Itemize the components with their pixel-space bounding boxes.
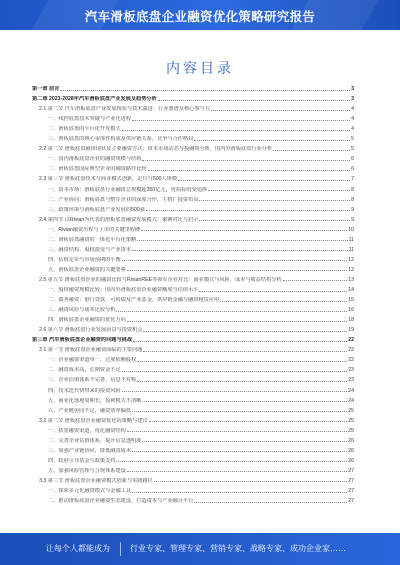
- toc-entry[interactable]: [32, 215, 354, 223]
- toc-entry-title: 一、线控底盘技术突破与产业化进程: [48, 116, 132, 123]
- toc-leader-dots: [127, 270, 347, 271]
- toc-entry[interactable]: [32, 406, 354, 414]
- toc-entry[interactable]: [32, 386, 354, 394]
- toc-leader-dots: [199, 291, 347, 292]
- toc-leader-dots: [146, 210, 350, 211]
- toc-leader-dots: [283, 280, 348, 281]
- toc-entry-title: 2.1 第二节 汽车滑板底盘产业发展现状与技术演进：行业图谱及核心参与方: [39, 106, 210, 113]
- toc-leader-dots: [127, 321, 347, 322]
- toc-entry-title: 一、探索多元化融资模式与金融工具: [48, 488, 132, 494]
- toc-leader-dots: [127, 431, 347, 432]
- toc-entry[interactable]: [32, 124, 354, 132]
- toc-entry[interactable]: [32, 185, 354, 193]
- toc-entry[interactable]: [32, 466, 354, 474]
- toc-entry-title: 二、滑板底盘的平台化开发模式: [48, 126, 121, 133]
- toc-leader-dots: [133, 341, 347, 342]
- toc-entry-page: 23: [348, 377, 354, 384]
- toc-leader-dots: [137, 240, 347, 241]
- toc-entry[interactable]: [32, 295, 354, 303]
- toc-leader-dots: [142, 441, 347, 442]
- toc-entry[interactable]: [32, 285, 354, 293]
- toc-entry-page: 3: [351, 86, 354, 92]
- toc-entry[interactable]: [32, 305, 354, 313]
- toc-entry-title: 二、融资成本高，长期资金不足: [48, 367, 121, 374]
- toc-entry-title: 2.6 第六节 滑板底盘行业发展前景与投资机会: [39, 327, 143, 334]
- toc-entry-page: 4: [351, 116, 354, 123]
- toc-entry-title: 3.1 第一节 滑板底盘企业融资面临的主要问题: [39, 347, 143, 354]
- toc-entry[interactable]: [32, 134, 354, 142]
- toc-entry-title: 2.5 第五节 滑板底盘企业的融资比较与RivianREE等领军企业对比：商业模式与风险、成本与收益结构分析: [39, 276, 282, 283]
- toc-entry-page: 5: [351, 146, 354, 153]
- toc-entry-title: 二、滑板底盘融资的一体化平台化策略: [48, 236, 137, 243]
- toc-entry[interactable]: [32, 416, 354, 424]
- toc-entry[interactable]: [32, 315, 354, 323]
- toc-leader-dots: [132, 120, 350, 121]
- toc-entry-title: 2.4 第四节 以Rivian为代表的滑板底盘融资发展模式：案例对比与启示: [39, 216, 199, 223]
- toc-entry-page: 12: [348, 266, 354, 273]
- toc-leader-dots: [178, 180, 350, 181]
- toc-entry-page: 15: [348, 297, 354, 304]
- toc-entry-page: 26: [348, 457, 354, 464]
- table-of-contents: [32, 84, 354, 524]
- toc-entry[interactable]: [32, 275, 354, 283]
- toc-entry[interactable]: [32, 375, 354, 383]
- toc-entry-page: 24: [348, 387, 354, 394]
- toc-entry-title: 第三章 汽车滑板底盘企业融资的问题与挑战: [32, 337, 133, 344]
- toc-entry-title: 一、资本市场：滑板底盘行业融资总规模超350亿元，优质标的受追捧: [48, 186, 208, 193]
- toc-leader-dots: [208, 190, 350, 191]
- toc-entry-title: 2.2 第二节 滑板底盘融资现状及主要融资方式：资本市场动态与投融资分析，国内外滑板底盘行业分析: [39, 146, 273, 153]
- toc-entry[interactable]: [32, 144, 354, 152]
- toc-entry-title: 六、产业链协同不足，融资效率偏低: [48, 407, 132, 414]
- toc-leader-dots: [154, 481, 347, 482]
- toc-entry-title: 五、加强风险管理与合规体系建设: [48, 467, 126, 474]
- toc-leader-dots: [142, 160, 350, 161]
- toc-entry-page: 26: [348, 437, 354, 444]
- toc-entry-page: 25: [348, 427, 354, 434]
- toc-leader-dots: [127, 471, 347, 472]
- toc-leader-dots: [149, 421, 348, 422]
- toc-entry[interactable]: [32, 476, 354, 484]
- toc-entry-page: 8: [351, 186, 354, 193]
- toc-entry[interactable]: [32, 496, 354, 504]
- report-footer: [0, 533, 400, 565]
- toc-entry[interactable]: [32, 195, 354, 203]
- toc-entry[interactable]: [32, 205, 354, 213]
- toc-entry-page: 9: [351, 206, 354, 213]
- toc-entry-page: 11: [348, 236, 354, 243]
- footer-slogan: 让每个人都能成为: [46, 544, 110, 553]
- toc-entry-page: 12: [348, 256, 354, 263]
- toc-entry-page: 8: [351, 196, 354, 203]
- toc-entry[interactable]: [32, 436, 354, 444]
- toc-entry-title: 第二章 2023-2028年汽车滑板底盘产业发展及趋势分析: [32, 96, 157, 103]
- toc-leader-dots: [194, 140, 350, 141]
- toc-heading: 内容目录: [166, 60, 234, 76]
- toc-entry-page: 18: [348, 317, 354, 324]
- toc-leader-dots: [122, 260, 348, 261]
- report-title: 汽车滑板底盘企业融资优化策略研究报告: [84, 10, 316, 24]
- toc-entry[interactable]: [32, 225, 354, 233]
- toc-entry-page: 25: [348, 407, 354, 414]
- toc-leader-dots: [220, 301, 347, 302]
- toc-entry-page: 6: [351, 166, 354, 173]
- toc-entry[interactable]: [32, 325, 354, 333]
- toc-entry-page: 26: [348, 447, 354, 454]
- toc-entry-title: 三、滑板底盘的核心零部件构成及供应链关系，竞争与合作格局: [48, 136, 194, 143]
- toc-entry-title: 第一章 前言: [32, 86, 60, 92]
- toc-entry-page: 5: [351, 136, 354, 143]
- toc-entry[interactable]: [32, 255, 354, 263]
- toc-entry[interactable]: [32, 114, 354, 122]
- toc-leader-dots: [60, 90, 350, 91]
- toc-entry-page: 14: [348, 287, 354, 293]
- toc-entry-page: 25: [348, 417, 354, 424]
- toc-entry-page: 10: [348, 226, 354, 233]
- toc-entry[interactable]: [32, 104, 354, 112]
- toc-entry[interactable]: [32, 164, 354, 172]
- toc-entry[interactable]: [32, 84, 354, 92]
- toc-leader-dots: [158, 100, 350, 101]
- toc-entry-title: 二、完善企业估值体系，提升信息透明度: [48, 437, 142, 444]
- toc-leader-dots: [137, 361, 347, 362]
- footer-divider: [120, 542, 121, 556]
- toc-entry-title: 四、政府引导基金与政策支持: [48, 457, 116, 464]
- toc-entry-page: 24: [348, 397, 354, 404]
- toc-entry[interactable]: [32, 345, 354, 353]
- toc-entry-page: 27: [348, 477, 354, 484]
- toc-entry-page: 27: [348, 467, 354, 474]
- toc-entry[interactable]: [32, 486, 354, 494]
- toc-entry-page: 4: [351, 126, 354, 133]
- toc-entry[interactable]: [32, 355, 354, 363]
- toc-leader-dots: [194, 502, 347, 503]
- toc-entry-page: 11: [348, 246, 354, 253]
- toc-entry[interactable]: [32, 335, 354, 343]
- toc-entry-title: 一、国内滑板底盘企业的融资规模与结构: [48, 156, 142, 163]
- toc-entry-title: 一、拓宽融资渠道，优化融资结构: [48, 427, 126, 434]
- toc-entry-title: 三、融资结构、股权演变与产业资本: [48, 246, 132, 253]
- toc-entry-title: 一、Rivian融资历程与上市的关键里程碑: [48, 226, 141, 233]
- toc-entry-page: 13: [348, 276, 354, 283]
- toc-entry-page: 6: [351, 156, 354, 163]
- toc-leader-dots: [132, 492, 347, 493]
- toc-leader-dots: [122, 130, 350, 131]
- toc-leader-dots: [211, 110, 350, 111]
- footer-tagline: 行业专家、管理专家、营销专家、战略专家、成功企业家……: [130, 544, 346, 553]
- toc-entry[interactable]: [32, 365, 354, 373]
- toc-entry[interactable]: [32, 154, 354, 162]
- toc-entry[interactable]: [32, 446, 354, 454]
- report-header: [0, 0, 400, 30]
- toc-leader-dots: [116, 461, 347, 462]
- toc-leader-dots: [143, 351, 347, 352]
- toc-entry[interactable]: [32, 506, 354, 514]
- toc-entry-title: 一、企业融资渠道单一，过度依赖股权: [48, 357, 137, 364]
- toc-entry-page: 27: [348, 488, 354, 494]
- toc-entry[interactable]: [32, 396, 354, 404]
- toc-leader-dots: [116, 311, 347, 312]
- toc-entry-title: 三、融资风险与成本比较分析: [48, 307, 116, 314]
- toc-entry-title: 二、推动滑板底盘企业融资生态建设，打造资本与产业融合平台: [48, 498, 194, 505]
- toc-leader-dots: [132, 451, 347, 452]
- toc-entry-title: 五、滑板底盘企业融资的关键要素: [48, 266, 126, 273]
- toc-entry-page: 23: [348, 367, 354, 374]
- toc-entry[interactable]: [32, 265, 354, 273]
- toc-entry-title: 2.3 第三节 滑板底盘技术与商业模式创新，定位与500人规模: [39, 176, 178, 183]
- toc-leader-dots: [143, 331, 347, 332]
- toc-entry-title: 四、估值定价与市场预期的平衡: [48, 256, 121, 263]
- toc-entry-title: 二、滑板底盘国际典型企业的融资路径比较: [48, 166, 147, 173]
- toc-leader-dots: [199, 220, 350, 221]
- toc-entry[interactable]: [32, 426, 354, 434]
- toc-entry-page: 19: [348, 327, 354, 334]
- toc-entry-title: 3.2 第二节 滑板底盘企业融资优化的策略与建议: [39, 417, 148, 424]
- toc-entry-title: 四、技术迭代快带来的投资风险: [48, 387, 121, 394]
- toc-entry-title: 一、股权融资规模比较：国内外滑板底盘企业融资额度与估值水平: [48, 287, 199, 293]
- toc-entry-page: 22: [348, 347, 354, 354]
- toc-entry-title: 二、产业协同：滑板底盘与整车企业的深度合作，主机厂投资布局: [48, 196, 199, 203]
- toc-leader-dots: [132, 411, 347, 412]
- toc-entry-page: 7: [351, 176, 354, 183]
- toc-entry[interactable]: [32, 456, 354, 464]
- toc-leader-dots: [141, 230, 347, 231]
- toc-entry-title: 三、政策环境与滑板底盘产业发展的500强: [48, 206, 145, 213]
- toc-entry-page: 3: [351, 96, 354, 103]
- toc-entry-page: 22: [348, 337, 354, 344]
- toc-entry-page: 27: [348, 498, 354, 505]
- toc-leader-dots: [132, 250, 348, 251]
- toc-leader-dots: [137, 381, 347, 382]
- toc-entry[interactable]: [32, 174, 354, 182]
- toc-leader-dots: [122, 371, 348, 372]
- toc-entry-title: 3.3 第三节 滑板底盘企业融资模式创新与实践路径: [39, 477, 153, 484]
- toc-leader-dots: [148, 170, 351, 171]
- toc-entry[interactable]: [32, 245, 354, 253]
- toc-entry[interactable]: [32, 94, 354, 102]
- toc-entry-title: 四、滑板底盘企业融资的优化方向: [48, 317, 126, 324]
- toc-entry-page: 22: [348, 357, 354, 364]
- toc-entry-title: 五、商业化落地周期长，盈利模式不清晰: [48, 397, 142, 404]
- toc-leader-dots: [199, 200, 350, 201]
- toc-entry-title: 二、债务融资：银行贷款、可转债及产业基金，供应链金融与融资租赁应用: [48, 297, 220, 304]
- toc-leader-dots: [122, 391, 348, 392]
- toc-entry-page: 9: [351, 216, 354, 223]
- toc-entry-page: 4: [351, 106, 354, 113]
- toc-entry-page: 16: [348, 307, 354, 314]
- toc-entry-title: 三、加强产业链协同，降低融资成本: [48, 447, 132, 454]
- toc-leader-dots: [142, 401, 347, 402]
- toc-leader-dots: [273, 150, 350, 151]
- toc-entry[interactable]: [32, 235, 354, 243]
- toc-entry-title: 三、企业估值体系不完善，信息不对称: [48, 377, 137, 384]
